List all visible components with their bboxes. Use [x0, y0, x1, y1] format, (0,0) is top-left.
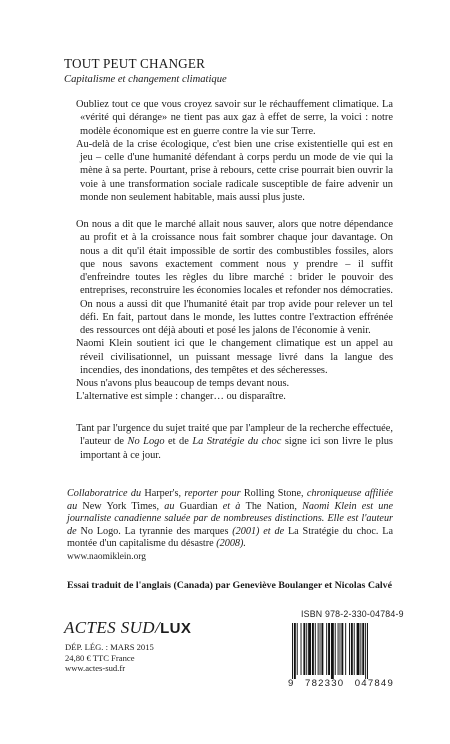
legal-deposit: DÉP. LÉG. : MARS 2015: [65, 642, 154, 652]
author-bio: Collaboratrice du Harper's, reporter pour Rolling Stone, chroniqueuse affiliée au New York Times, au Guardian et à The Nation, Naomi Klein est une journaliste canadienne saluée par de nombreuses distinctions. Elle est l'auteur de No Logo. La tyrannie des marques (2001) et de La Stratégie du choc. La montée d'un capitalisme du désastre (2008). www.naomiklein.org: [67, 488, 394, 562]
barcode-digits: 9 782330 047849: [288, 678, 394, 689]
blurb-paragraph: Au-delà de la crise écologique, c'est bien une crise existentielle qui est en jeu – celle d'une humanité défendant à corps perdu un mode de vie qui la mène à sa perte. Pourtant, prise à rebours, cette crise pourrait bien ouvrir la voie à une transformation sociale radicale susceptible de faire advenir un monde non seulement habitable, mais aussi plus juste.: [76, 138, 393, 203]
book-reference: No Logo: [127, 436, 165, 448]
translation-credit: Essai traduit de l'anglais (Canada) par Geneviève Boulanger et Nicolas Calvé: [67, 580, 392, 591]
blurb-block-1: [67, 98, 393, 204]
publisher-website: www.actes-sud.fr: [65, 663, 126, 674]
barcode: [288, 623, 394, 679]
blurb-paragraph: Tant par l'urgence du sujet traité que par l'ampleur de la recherche effectuée, l'auteur de No Logo et de La Stratégie du choc signe ici son livre le plus important à ce jour.: [76, 423, 393, 461]
barcode-bars: [288, 623, 394, 679]
isbn-label: ISBN 978-2-330-04784-9: [301, 609, 404, 619]
blurb-paragraph: L'alternative est simple : changer… ou disparaître.: [76, 391, 286, 403]
author-website: www.naomiklein.org: [67, 551, 146, 562]
price: 24,80 € TTC France: [65, 652, 135, 663]
blurb-block-3: [67, 422, 393, 462]
blurb-paragraph: Oubliez tout ce que vous croyez savoir sur le réchauffement climatique. La «vérité qui dérange» ne tient pas aux gaz à effet de serre, la voici : notre modèle économique est en guerre contre la vie sur Terre.: [76, 99, 393, 137]
book-subtitle: Capitalisme et changement climatique: [64, 74, 227, 85]
publisher-logo: ACTES SUD/LUX: [64, 618, 192, 637]
book-reference: La Stratégie du choc: [192, 436, 282, 448]
legal-info: [65, 642, 154, 674]
book-title: TOUT PEUT CHANGER: [64, 56, 206, 71]
blurb-paragraph: Nous n'avons plus beaucoup de temps devant nous.: [76, 378, 290, 389]
blurb-block-2: [67, 218, 393, 404]
blurb-paragraph: Naomi Klein soutient ici que le changement climatique est un appel au réveil civilisationnel, un puissant message livré dans la langue des incendies, des inondations, des tempêtes et des sécheresses.: [76, 338, 393, 376]
blurb-paragraph: On nous a dit que le marché allait nous sauver, alors que notre dépendance au profit et à la croissance nous fait sombrer chaque jour davantage. On nous a dit qu'il était impossible de sortir des combustibles fossiles, alors que nous savons exactement comment nous y prendre – il suffit d'enfreindre toutes les règles du libre marché : brider le pouvoir des entreprises, reconstruire les économies locales et refonder nos démocraties. On nous a aussi dit que l'humanité était par trop avide pour relever un tel défi. En fait, partout dans le monde, les luttes contre l'extraction effrénée des ressources ont déjà abouti et posé les jalons de l'économie à venir.: [76, 219, 393, 336]
